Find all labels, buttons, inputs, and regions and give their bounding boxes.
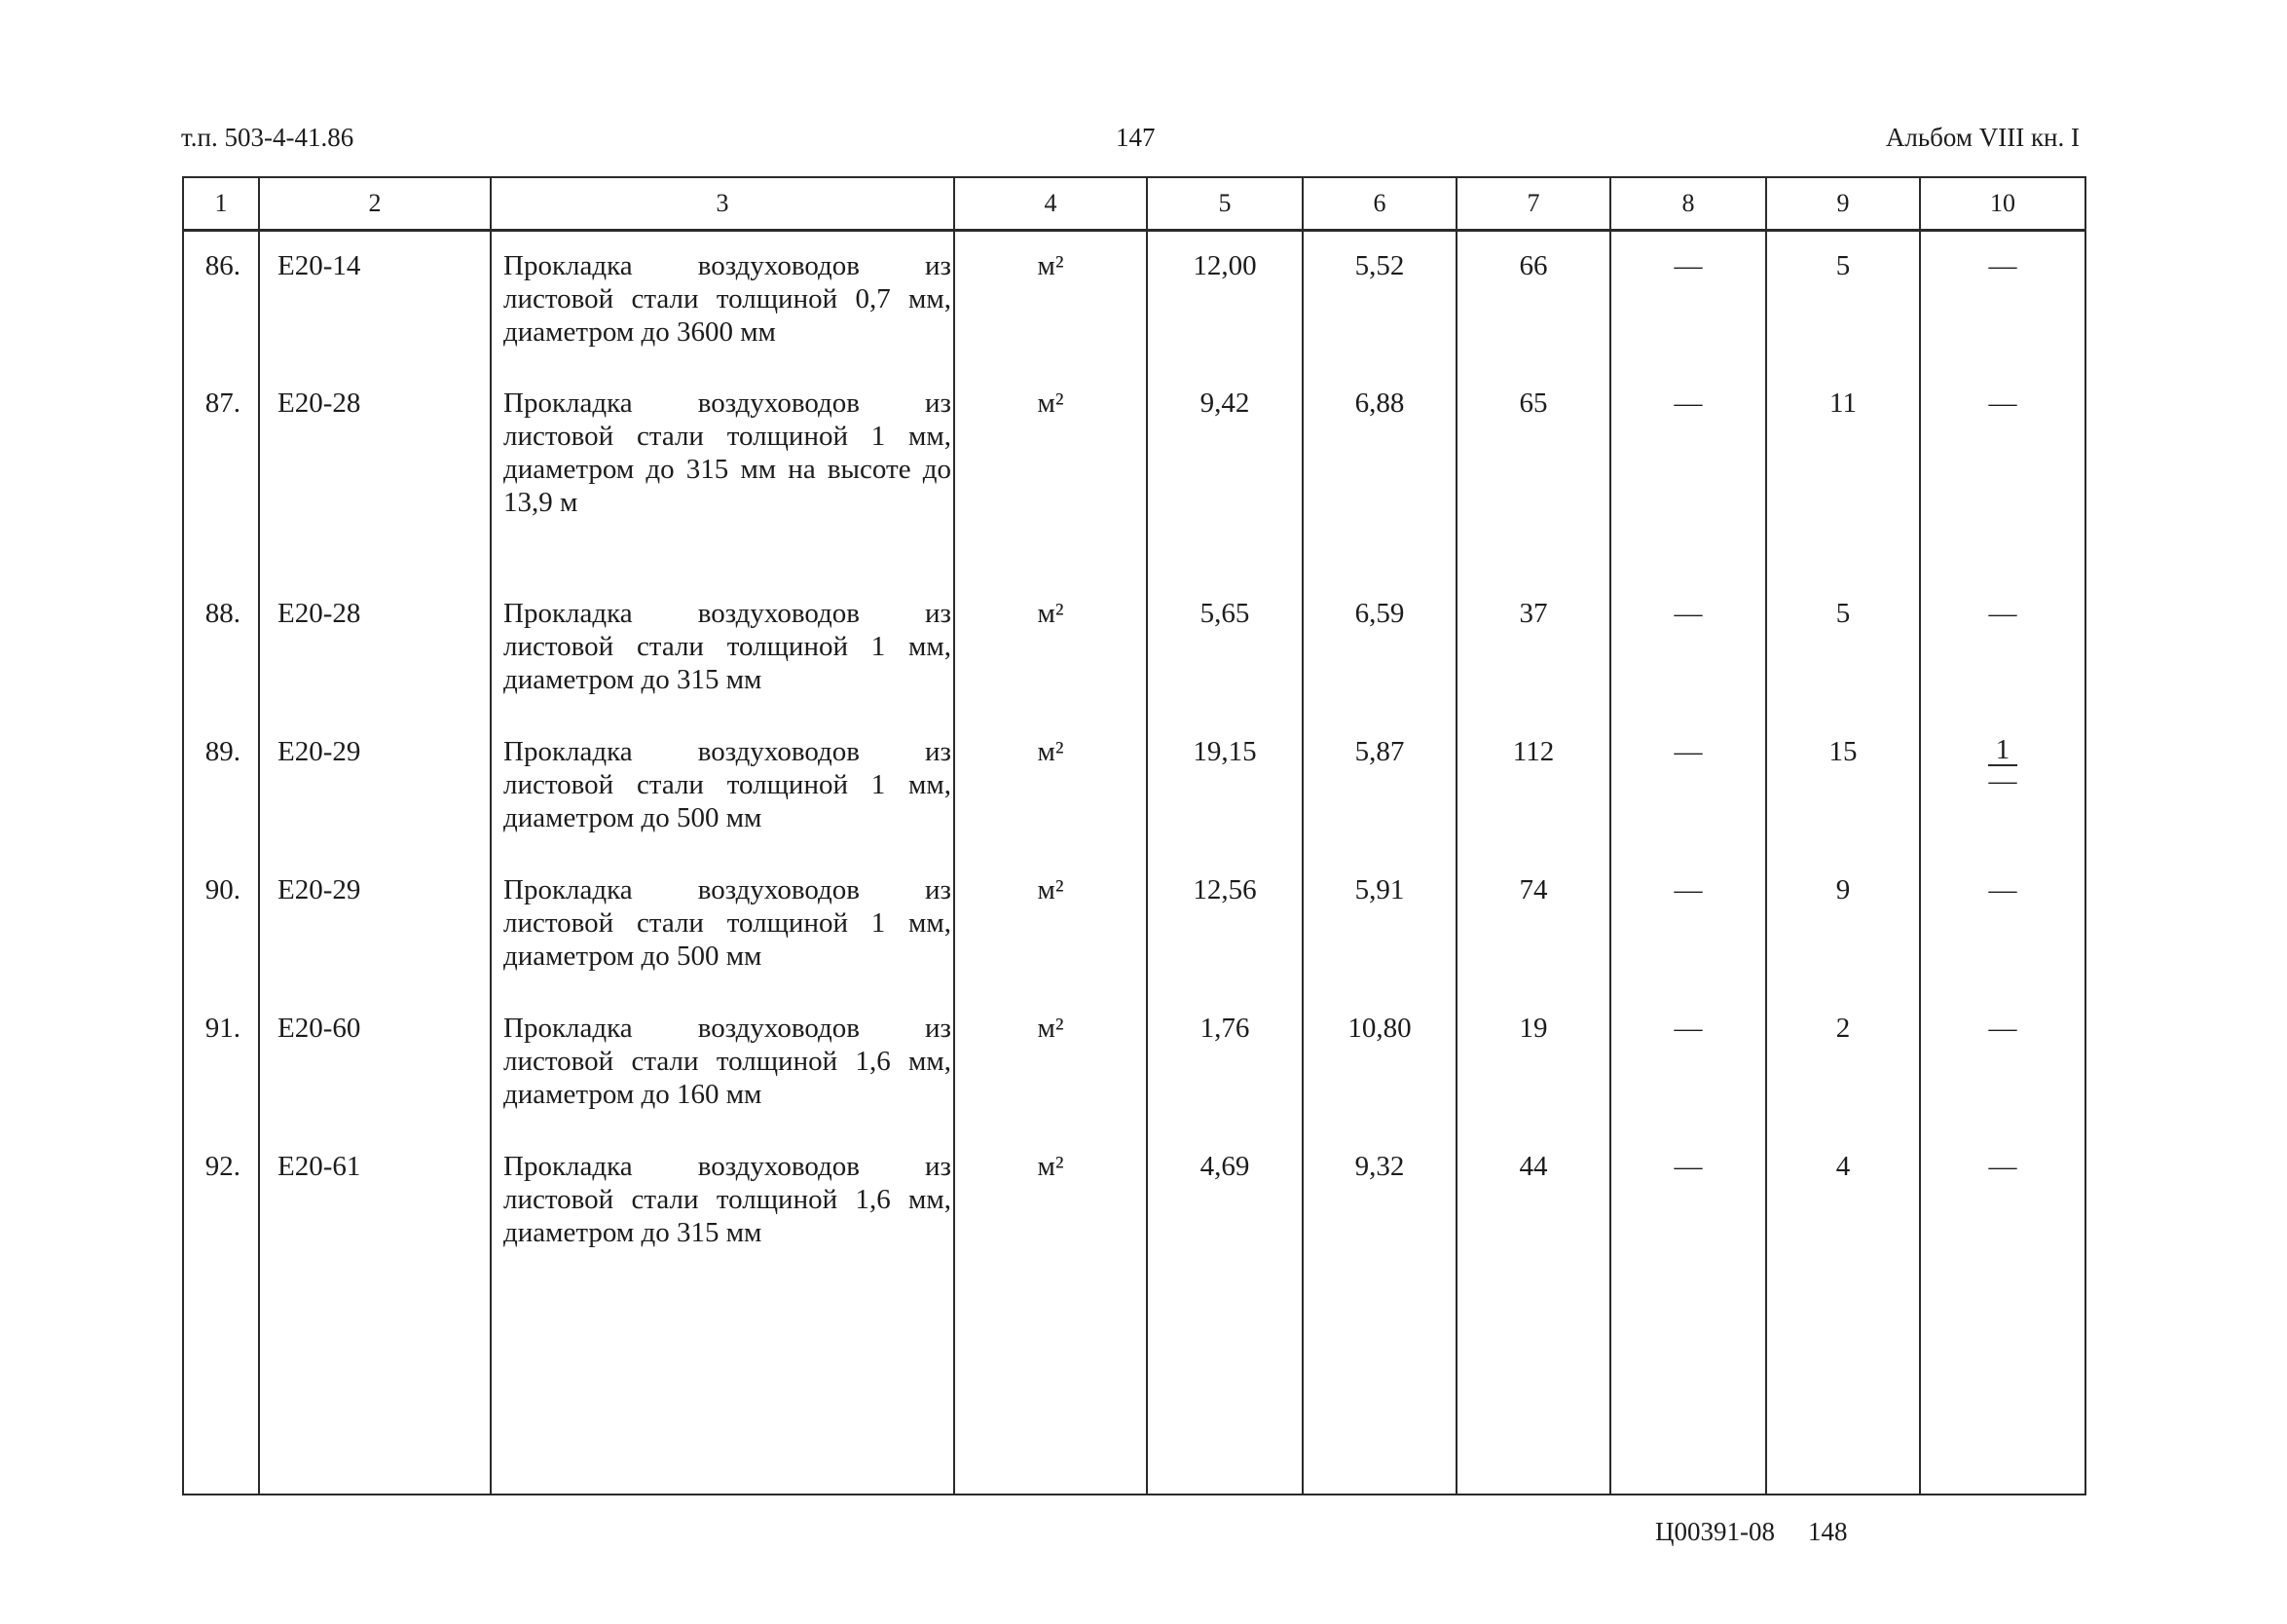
work-description: Прокладка воздуховодов из листовой стали толщиной 0,7 мм, диаметром до 3600 мм	[491, 231, 954, 369]
rate-code: Е20-14	[259, 231, 491, 369]
unit: м²	[954, 231, 1147, 369]
cell-col6: 9,32	[1303, 1132, 1457, 1495]
estimate-table	[182, 176, 2086, 1495]
table-row	[183, 579, 2085, 718]
table-row	[183, 994, 2085, 1132]
column-header: 4	[954, 177, 1147, 231]
page-number: 147	[1116, 123, 1156, 152]
cell-col7: 37	[1457, 579, 1610, 718]
cell-col9: 9	[1766, 856, 1920, 994]
cell-col10: —	[1920, 369, 2085, 579]
cell-col6: 6,59	[1303, 579, 1457, 718]
cell-col9: 4	[1766, 1132, 1920, 1495]
cell-col9: 5	[1766, 231, 1920, 369]
column-header: 8	[1610, 177, 1766, 231]
work-description: Прокладка воздуховодов из листовой стали толщиной 1 мм, диаметром до 500 мм	[491, 718, 954, 856]
table-row	[183, 1132, 2085, 1495]
row-number: 92.	[183, 1132, 259, 1495]
work-description: Прокладка воздуховодов из листовой стали толщиной 1,6 мм, диаметром до 315 мм	[491, 1132, 954, 1495]
cell-col9: 5	[1766, 579, 1920, 718]
cell-col6: 10,80	[1303, 994, 1457, 1132]
fraction-value	[1988, 735, 2018, 795]
rate-code: Е20-28	[259, 369, 491, 579]
table-row	[183, 369, 2085, 579]
album-label: Альбом VIII кн. I	[1885, 123, 2080, 152]
cell-col5: 12,56	[1147, 856, 1303, 994]
footer-stamp	[1655, 1517, 1848, 1547]
cell-col10: —	[1920, 579, 2085, 718]
cell-col5: 1,76	[1147, 994, 1303, 1132]
rate-code: Е20-28	[259, 579, 491, 718]
work-description: Прокладка воздуховодов из листовой стали толщиной 1 мм, диаметром до 500 мм	[491, 856, 954, 994]
column-header: 5	[1147, 177, 1303, 231]
row-number: 86.	[183, 231, 259, 369]
cell-col10: —	[1920, 856, 2085, 994]
table-row	[183, 718, 2085, 856]
column-header: 1	[183, 177, 259, 231]
fraction-numerator: 1	[1988, 735, 2018, 766]
rate-code: Е20-60	[259, 994, 491, 1132]
cell-col5: 4,69	[1147, 1132, 1303, 1495]
table-row	[183, 231, 2085, 369]
row-number: 88.	[183, 579, 259, 718]
work-description: Прокладка воздуховодов из листовой стали толщиной 1 мм, диаметром до 315 мм	[491, 579, 954, 718]
work-description: Прокладка воздуховодов из листовой стали толщиной 1 мм, диаметром до 315 мм на высоте до 13,9 м	[491, 369, 954, 579]
row-number: 87.	[183, 369, 259, 579]
rate-code: Е20-29	[259, 718, 491, 856]
row-number: 89.	[183, 718, 259, 856]
cell-col8: —	[1610, 1132, 1766, 1495]
cell-col8: —	[1610, 231, 1766, 369]
column-header: 10	[1920, 177, 2085, 231]
rate-code: Е20-61	[259, 1132, 491, 1495]
cell-col7: 74	[1457, 856, 1610, 994]
cell-col5: 12,00	[1147, 231, 1303, 369]
cell-col9: 11	[1766, 369, 1920, 579]
cell-col8: —	[1610, 994, 1766, 1132]
unit: м²	[954, 856, 1147, 994]
column-header: 6	[1303, 177, 1457, 231]
cell-col6: 6,88	[1303, 369, 1457, 579]
cell-col8: —	[1610, 369, 1766, 579]
cell-col7: 19	[1457, 994, 1610, 1132]
fraction-denominator: —	[1988, 764, 2017, 796]
document-code: т.п. 503-4-41.86	[181, 123, 354, 152]
cell-col7: 66	[1457, 231, 1610, 369]
column-header: 9	[1766, 177, 1920, 231]
cell-col9: 15	[1766, 718, 1920, 856]
column-number-row	[183, 177, 2085, 231]
column-header: 2	[259, 177, 491, 231]
unit: м²	[954, 718, 1147, 856]
cell-col5: 19,15	[1147, 718, 1303, 856]
cell-col8: —	[1610, 856, 1766, 994]
footer-page: 148	[1808, 1517, 1848, 1546]
cell-col7: 112	[1457, 718, 1610, 856]
cell-col10	[1920, 718, 2085, 856]
cell-col8: —	[1610, 579, 1766, 718]
unit: м²	[954, 1132, 1147, 1495]
cell-col7: 44	[1457, 1132, 1610, 1495]
unit: м²	[954, 994, 1147, 1132]
cell-col5: 9,42	[1147, 369, 1303, 579]
cell-col5: 5,65	[1147, 579, 1303, 718]
table-row	[183, 856, 2085, 994]
row-number: 90.	[183, 856, 259, 994]
rate-code: Е20-29	[259, 856, 491, 994]
cell-col8: —	[1610, 718, 1766, 856]
cell-col10: —	[1920, 231, 2085, 369]
unit: м²	[954, 369, 1147, 579]
work-description: Прокладка воздуховодов из листовой стали толщиной 1,6 мм, диаметром до 160 мм	[491, 994, 954, 1132]
column-header: 3	[491, 177, 954, 231]
cell-col6: 5,52	[1303, 231, 1457, 369]
cell-col10: —	[1920, 1132, 2085, 1495]
unit: м²	[954, 579, 1147, 718]
column-header: 7	[1457, 177, 1610, 231]
footer-code: Ц00391-08	[1655, 1517, 1775, 1546]
cell-col6: 5,87	[1303, 718, 1457, 856]
cell-col10: —	[1920, 994, 2085, 1132]
row-number: 91.	[183, 994, 259, 1132]
cell-col9: 2	[1766, 994, 1920, 1132]
cell-col6: 5,91	[1303, 856, 1457, 994]
cell-col7: 65	[1457, 369, 1610, 579]
